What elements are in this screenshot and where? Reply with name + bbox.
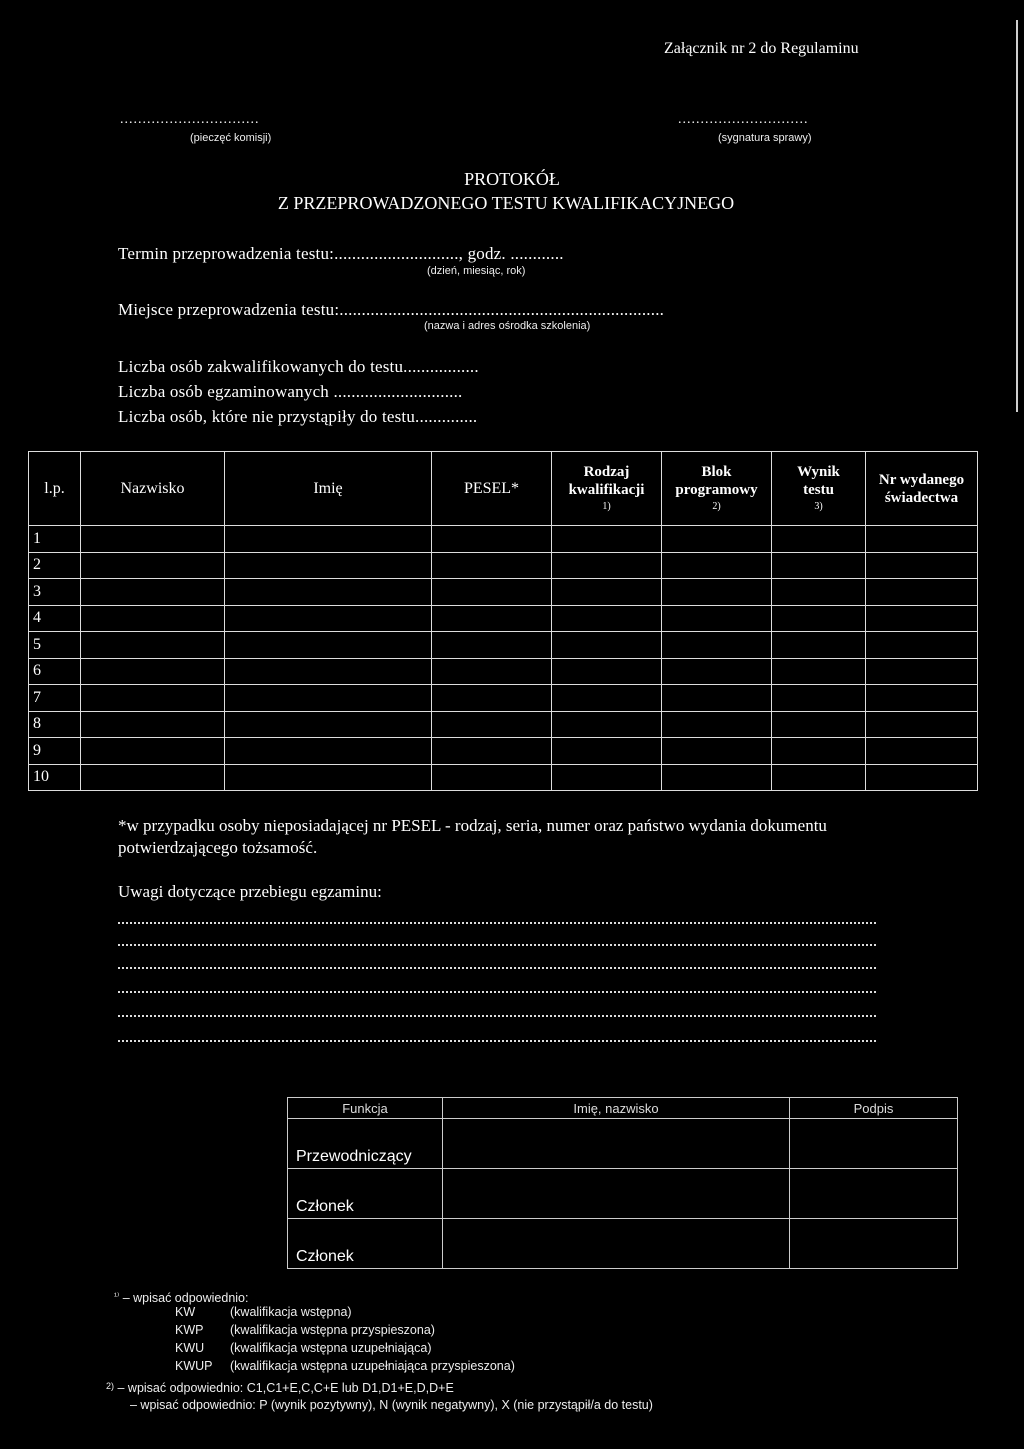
col-program-block: Blok programowy 2): [662, 452, 772, 526]
table-row: [29, 526, 978, 553]
table-cell: [432, 711, 552, 738]
sig-col-name: Imię, nazwisko: [443, 1098, 790, 1119]
table-row: [29, 552, 978, 579]
table-cell: [866, 764, 978, 791]
table-row: [29, 685, 978, 712]
col-qualification: Rodzaj kwalifikacji 1): [552, 452, 662, 526]
remarks-line: [118, 1015, 876, 1017]
table-cell: [225, 552, 432, 579]
table-cell: [772, 764, 866, 791]
row-number: 3: [29, 579, 81, 606]
row-number: 5: [29, 632, 81, 659]
table-cell: [81, 738, 225, 765]
table-cell: [772, 738, 866, 765]
table-cell: [772, 579, 866, 606]
table-cell: [432, 685, 552, 712]
table-cell: [432, 552, 552, 579]
table-cell: [772, 711, 866, 738]
row-number: 8: [29, 711, 81, 738]
table-cell: [225, 711, 432, 738]
table-cell: [225, 738, 432, 765]
table-cell: [662, 632, 772, 659]
table-cell: [81, 579, 225, 606]
col-lp: l.p.: [29, 452, 81, 526]
table-cell: [552, 579, 662, 606]
page-edge-rule: [1016, 20, 1018, 412]
table-cell: [552, 605, 662, 632]
sig-col-signature: Podpis: [790, 1098, 958, 1119]
examined-count-field: Liczba osób egzaminowanych .............................: [118, 382, 463, 401]
signature-table: [287, 1097, 958, 1269]
row-number: 6: [29, 658, 81, 685]
table-cell: [225, 685, 432, 712]
col-test-result: Wynik testu 3): [772, 452, 866, 526]
sig-col-function: Funkcja: [288, 1098, 443, 1119]
table-cell: [552, 685, 662, 712]
table-cell: [81, 605, 225, 632]
remarks-line: [118, 967, 876, 969]
table-cell: [866, 552, 978, 579]
qualification-code-item: KWU (kwalifikacja wstępna uzupełniająca): [175, 1341, 432, 1355]
table-cell: [81, 552, 225, 579]
table-cell: [432, 579, 552, 606]
stamp-label: (pieczęć komisji): [190, 132, 272, 144]
remarks-line: [118, 1040, 876, 1042]
qualified-count-field: Liczba osób zakwalifikowanych do testu.................: [118, 357, 479, 376]
table-cell: [772, 658, 866, 685]
table-cell: [432, 632, 552, 659]
table-cell: [552, 764, 662, 791]
table-cell: [662, 526, 772, 553]
table-cell: [866, 685, 978, 712]
table-row: [29, 711, 978, 738]
table-cell: [552, 552, 662, 579]
table-cell: [225, 579, 432, 606]
table-cell: [81, 685, 225, 712]
document-title: PROTOKÓŁ: [464, 169, 560, 189]
table-cell: [866, 658, 978, 685]
signature-row: [288, 1219, 958, 1269]
test-date-field: Termin przeprowadzenia testu:............................, godz. ............: [118, 244, 564, 263]
table-row: [29, 632, 978, 659]
col-first-name: Imię: [225, 452, 432, 526]
table-row: [29, 658, 978, 685]
remarks-line: [118, 991, 876, 993]
table-cell: [662, 658, 772, 685]
signature-cell: [790, 1169, 958, 1219]
table-cell: [225, 658, 432, 685]
table-cell: [866, 526, 978, 553]
remarks-line: [118, 922, 876, 924]
table-cell: [432, 658, 552, 685]
qualification-code-item: KWUP (kwalifikacja wstępna uzupełniająca przyspieszona): [175, 1359, 515, 1373]
table-row: [29, 605, 978, 632]
col-surname: Nazwisko: [81, 452, 225, 526]
table-cell: [866, 711, 978, 738]
signature-function: Członek: [288, 1219, 443, 1269]
table-cell: [432, 764, 552, 791]
stamp-dots: ...............................: [120, 112, 260, 127]
note-2: $^{2)}$ – wpisać odpowiednio: C1,C1+E,C,C+E lub D1,D1+E,D,D+E: [106, 1381, 454, 1395]
test-date-hint: (dzień, miesiąc, rok): [427, 265, 526, 277]
table-row: [29, 579, 978, 606]
test-place-hint: (nazwa i adres ośrodka szkolenia): [424, 320, 591, 332]
signature-row: [288, 1169, 958, 1219]
table-cell: [662, 764, 772, 791]
row-number: 1: [29, 526, 81, 553]
signature-cell: [443, 1119, 790, 1169]
signature-function: Członek: [288, 1169, 443, 1219]
remarks-line: [118, 944, 876, 946]
table-cell: [432, 605, 552, 632]
table-cell: [772, 685, 866, 712]
table-cell: [552, 658, 662, 685]
note-3: – wpisać odpowiednio: P (wynik pozytywny), N (wynik negatywny), X (nie przystąpił/a do testu): [130, 1398, 653, 1412]
table-cell: [866, 632, 978, 659]
signature-cell: [443, 1169, 790, 1219]
row-number: 2: [29, 552, 81, 579]
row-number: 10: [29, 764, 81, 791]
pesel-footnote: *w przypadku osoby nieposiadającej nr PESEL - rodzaj, seria, numer oraz państwo wydania dokumentu potwierdzającego tożsamość.: [118, 816, 827, 857]
table-cell: [552, 526, 662, 553]
table-cell: [81, 711, 225, 738]
table-cell: [866, 605, 978, 632]
table-cell: [866, 579, 978, 606]
table-cell: [662, 738, 772, 765]
test-place-field: Miejsce przeprowadzenia testu:.........................................................................: [118, 300, 665, 319]
table-cell: [225, 632, 432, 659]
table-header-row: [29, 452, 978, 526]
table-cell: [81, 764, 225, 791]
table-cell: [552, 711, 662, 738]
signature-cell: [790, 1119, 958, 1169]
col-certificate-number: Nr wydanego świadectwa: [866, 452, 978, 526]
signature-header-row: [288, 1098, 958, 1119]
signature-function: Przewodniczący: [288, 1119, 443, 1169]
case-signature-label: (sygnatura sprawy): [718, 132, 812, 144]
table-row: [29, 738, 978, 765]
table-cell: [662, 685, 772, 712]
table-cell: [432, 738, 552, 765]
table-cell: [772, 632, 866, 659]
table-cell: [552, 738, 662, 765]
absent-count-field: Liczba osób, które nie przystąpiły do testu..............: [118, 407, 478, 426]
signature-cell: [443, 1219, 790, 1269]
table-cell: [772, 552, 866, 579]
signature-dots: .............................: [678, 112, 809, 127]
remarks-label: Uwagi dotyczące przebiegu egzaminu:: [118, 882, 382, 901]
row-number: 4: [29, 605, 81, 632]
table-cell: [552, 632, 662, 659]
qualification-code-item: KWP (kwalifikacja wstępna przyspieszona): [175, 1323, 435, 1337]
table-cell: [662, 552, 772, 579]
table-row: [29, 764, 978, 791]
table-cell: [81, 658, 225, 685]
table-cell: [866, 738, 978, 765]
document-subtitle: Z PRZEPROWADZONEGO TESTU KWALIFIKACYJNEGO: [277, 193, 735, 213]
table-cell: [225, 764, 432, 791]
row-number: 9: [29, 738, 81, 765]
col-pesel: PESEL*: [432, 452, 552, 526]
table-cell: [662, 579, 772, 606]
signature-row: [288, 1119, 958, 1169]
table-cell: [772, 605, 866, 632]
note-1: $^{^{1)}}$ – wpisać odpowiednio:: [114, 1291, 249, 1305]
participants-table: [28, 451, 978, 791]
signature-cell: [790, 1219, 958, 1269]
table-cell: [81, 526, 225, 553]
table-cell: [432, 526, 552, 553]
qualification-code-item: KW (kwalifikacja wstępna): [175, 1305, 352, 1319]
row-number: 7: [29, 685, 81, 712]
table-cell: [662, 605, 772, 632]
table-cell: [225, 526, 432, 553]
attachment-label: Załącznik nr 2 do Regulaminu: [664, 40, 859, 57]
table-cell: [225, 605, 432, 632]
table-cell: [662, 711, 772, 738]
table-cell: [81, 632, 225, 659]
table-cell: [772, 526, 866, 553]
